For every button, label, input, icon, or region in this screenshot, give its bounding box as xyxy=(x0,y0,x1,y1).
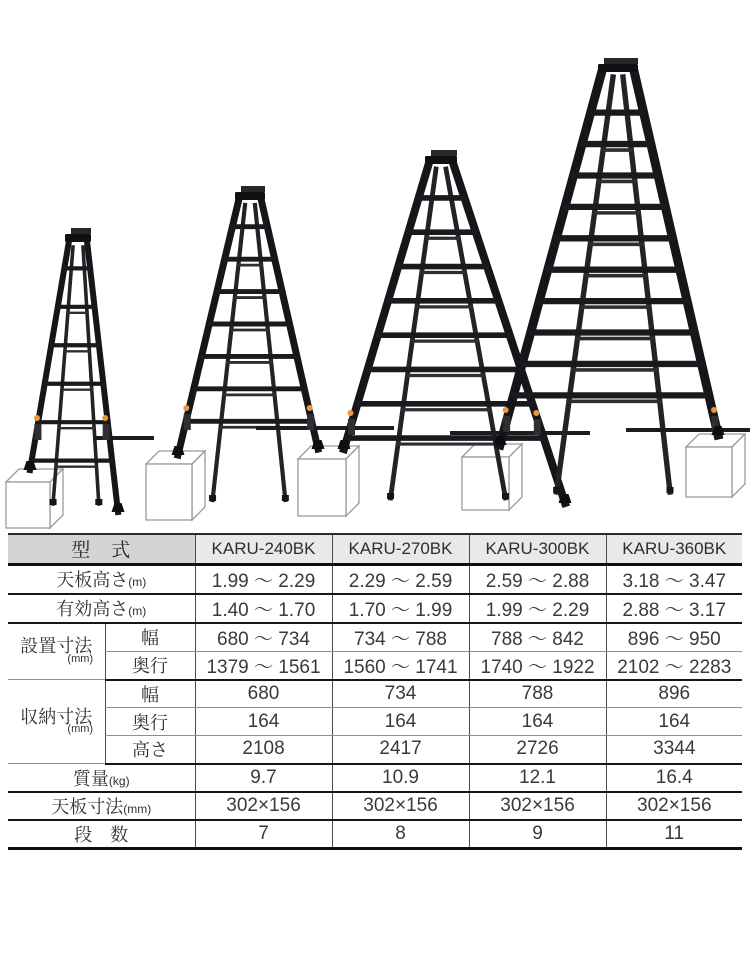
cell-storage-width-1: 680 xyxy=(195,680,332,708)
sub-label-depth: 奥行 xyxy=(105,651,195,680)
cell-storage-width-3: 788 xyxy=(469,680,606,708)
support-block-2 xyxy=(146,451,205,520)
cell-install-width-1: 680 ～ 734 xyxy=(195,623,332,652)
sub-label-depth: 奥行 xyxy=(105,708,195,736)
cell-effective-height-2: 1.70 ～ 1.99 xyxy=(332,594,469,623)
cell-model-1: KARU-240BK xyxy=(195,534,332,564)
cell-install-depth-2: 1560 ～ 1741 xyxy=(332,651,469,680)
cell-storage-depth-1: 164 xyxy=(195,708,332,736)
ladder-illustration-karu-360bk xyxy=(494,58,749,493)
cell-steps-1: 7 xyxy=(195,820,332,849)
support-block-4 xyxy=(462,444,522,510)
group-label-text: 設置寸法 xyxy=(20,636,93,657)
cell-weight-1: 9.7 xyxy=(195,764,332,792)
cell-storage-depth-4: 164 xyxy=(606,708,742,736)
cell-weight-4: 16.4 xyxy=(606,764,742,792)
cell-top-plate-size-2: 302×156 xyxy=(332,792,469,820)
support-block-3 xyxy=(298,446,359,516)
cell-storage-width-4: 896 xyxy=(606,680,742,708)
cell-effective-height-4: 2.88 ～ 3.17 xyxy=(606,594,742,623)
row-label-unit: (kg) xyxy=(108,773,130,788)
row-label-text: 質量 xyxy=(72,768,109,789)
cell-storage-height-4: 3344 xyxy=(606,736,742,764)
sub-label-height: 高さ xyxy=(105,736,195,764)
cell-storage-depth-3: 164 xyxy=(469,708,606,736)
cell-install-depth-1: 1379 ～ 1561 xyxy=(195,651,332,680)
group-label-storage-size xyxy=(8,680,105,764)
cell-install-depth-3: 1740 ～ 1922 xyxy=(469,651,606,680)
cell-install-width-3: 788 ～ 842 xyxy=(469,623,606,652)
cell-model-3: KARU-300BK xyxy=(469,534,606,564)
row-label-top-height xyxy=(8,564,195,594)
sub-label-width: 幅 xyxy=(105,680,195,708)
row-label-text: 天板寸法 xyxy=(51,796,124,817)
header-model-label: 型 式 xyxy=(8,534,195,564)
row-label-weight xyxy=(8,764,195,792)
cell-storage-width-2: 734 xyxy=(332,680,469,708)
row-label-steps: 段 数 xyxy=(8,820,195,849)
group-label-unit: (mm) xyxy=(67,653,94,666)
spec-table-wrapper xyxy=(8,533,742,850)
cell-steps-4: 11 xyxy=(606,820,742,849)
cell-top-plate-size-1: 302×156 xyxy=(195,792,332,820)
cell-top-plate-size-4: 302×156 xyxy=(606,792,742,820)
row-label-text: 有効高さ xyxy=(56,599,129,619)
cell-steps-3: 9 xyxy=(469,820,606,849)
row-label-unit: (m) xyxy=(128,575,147,589)
group-label-install-size xyxy=(8,623,105,680)
cell-install-width-4: 896 ～ 950 xyxy=(606,623,742,652)
cell-weight-2: 10.9 xyxy=(332,764,469,792)
row-label-effective-height xyxy=(8,594,195,623)
cell-storage-depth-2: 164 xyxy=(332,708,469,736)
row-label-unit: (mm) xyxy=(123,801,152,816)
cell-model-4: KARU-360BK xyxy=(606,534,742,564)
group-label-text: 収納寸法 xyxy=(20,706,93,727)
row-label-unit: (m) xyxy=(128,604,147,618)
cell-steps-2: 8 xyxy=(332,820,469,849)
cell-top-height-1: 1.99 ～ 2.29 xyxy=(195,564,332,594)
cell-top-height-3: 2.59 ～ 2.88 xyxy=(469,564,606,594)
cell-weight-3: 12.1 xyxy=(469,764,606,792)
sub-label-width: 幅 xyxy=(105,623,195,652)
cell-storage-height-1: 2108 xyxy=(195,736,332,764)
cell-top-height-2: 2.29 ～ 2.59 xyxy=(332,564,469,594)
cell-effective-height-3: 1.99 ～ 2.29 xyxy=(469,594,606,623)
cell-storage-height-2: 2417 xyxy=(332,736,469,764)
row-label-text: 天板高さ xyxy=(56,570,129,590)
spec-table xyxy=(8,533,742,850)
cell-top-plate-size-3: 302×156 xyxy=(469,792,606,820)
support-block-5 xyxy=(686,434,745,497)
cell-install-width-2: 734 ～ 788 xyxy=(332,623,469,652)
cell-install-depth-4: 2102 ～ 2283 xyxy=(606,651,742,680)
ladder-illustration-karu-300bk xyxy=(338,150,589,503)
group-label-unit: (mm) xyxy=(67,723,94,736)
cell-model-2: KARU-270BK xyxy=(332,534,469,564)
cell-top-height-4: 3.18 ～ 3.47 xyxy=(606,564,742,594)
cell-storage-height-3: 2726 xyxy=(469,736,606,764)
row-label-top-plate-size xyxy=(8,792,195,820)
cell-effective-height-1: 1.40 ～ 1.70 xyxy=(195,594,332,623)
